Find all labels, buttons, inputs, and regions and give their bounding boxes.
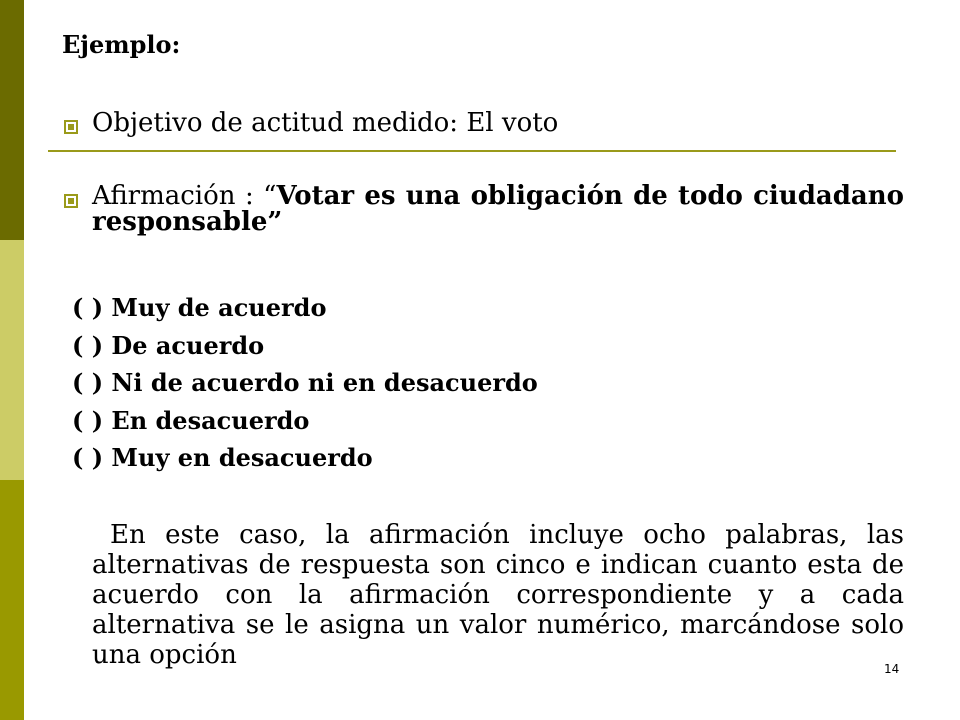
option-neutral: ( ) Ni de acuerdo ni en desacuerdo xyxy=(72,368,538,397)
bullet-objective: Objetivo de actitud medido: El voto xyxy=(92,108,559,138)
square-bullet-icon xyxy=(62,118,80,136)
statement-prefix: Afirmación : “ xyxy=(92,181,277,211)
option-muy-de-acuerdo: ( ) Muy de acuerdo xyxy=(72,293,327,322)
divider-line xyxy=(48,150,896,152)
response-options xyxy=(72,292,538,480)
side-bar-bottom xyxy=(0,480,24,720)
slide-heading: Ejemplo: xyxy=(62,30,181,59)
explanation-text: En este caso, la afirmación incluye ocho palabras, las alternativas de respuesta son cinco e indican cuanto esta de acuerdo con la afirmación correspondiente y a cada alternativa se le asigna un valor numérico, marcándose solo una opción xyxy=(92,520,904,670)
option-de-acuerdo: ( ) De acuerdo xyxy=(72,330,265,360)
explanation-paragraph xyxy=(92,520,904,670)
option-muy-en-desacuerdo: ( ) Muy en desacuerdo xyxy=(72,443,373,472)
page-number: 14 xyxy=(884,662,900,676)
option-en-desacuerdo: ( ) En desacuerdo xyxy=(72,405,310,435)
bullet-statement xyxy=(92,183,904,235)
side-bar-middle xyxy=(0,240,24,480)
square-bullet-icon xyxy=(62,192,80,210)
statement-text: Votar es una obligación de todo ciudadano responsable” xyxy=(92,181,904,237)
side-bar-top xyxy=(0,0,24,240)
